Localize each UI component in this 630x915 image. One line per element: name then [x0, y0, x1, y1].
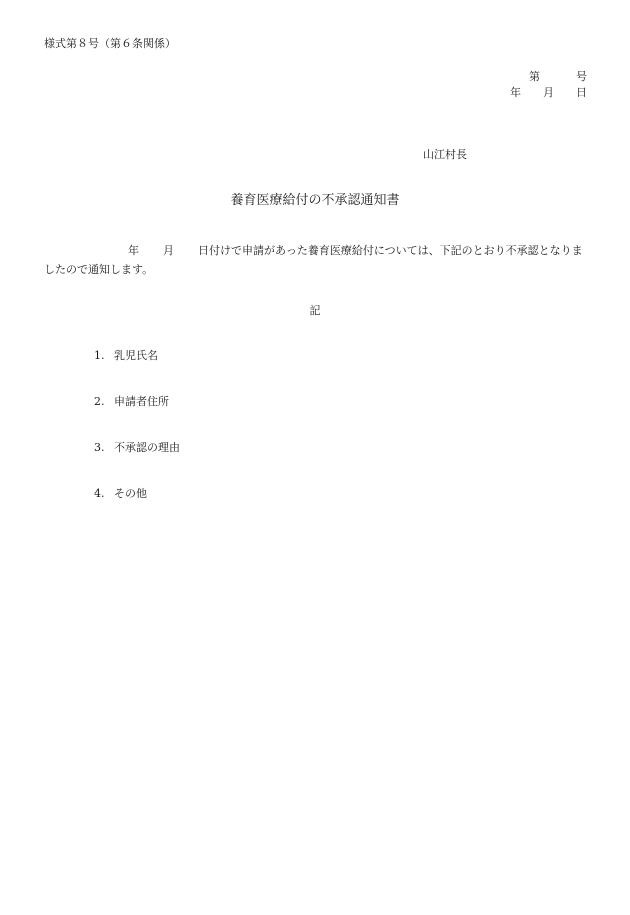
item-number: 2.: [94, 395, 105, 408]
body-month: 月: [163, 244, 174, 257]
form-number: 様式第８号（第６条関係）: [44, 37, 176, 50]
item-label: その他: [114, 487, 147, 500]
issuer-name: 山江村長: [423, 148, 467, 161]
body-paragraph: [44, 241, 590, 279]
item-number: 3.: [94, 441, 105, 454]
document-number-line: [529, 71, 587, 82]
body-text: 日付けで申請があった養育医療給付については、下記のとおり不承認となりましたので通知します。: [44, 244, 583, 276]
number-suffix: 号: [576, 70, 587, 83]
list-item: [94, 442, 180, 453]
item-label: 申請者住所: [114, 395, 169, 408]
body-year: 年: [128, 244, 139, 257]
date-day: 日: [576, 86, 587, 99]
list-item: [94, 488, 147, 499]
item-label: 乳児氏名: [114, 349, 158, 362]
list-item: [94, 350, 158, 361]
date-month: 月: [543, 86, 554, 99]
item-label: 不承認の理由: [114, 441, 180, 454]
number-prefix: 第: [529, 70, 540, 83]
date-line: [510, 87, 587, 98]
document-title: 養育医療給付の不承認通知書: [230, 193, 400, 208]
item-number: 1.: [94, 349, 105, 362]
list-item: [94, 396, 169, 407]
date-year: 年: [510, 86, 521, 99]
ki-heading: 記: [309, 304, 321, 317]
item-number: 4.: [94, 487, 105, 500]
